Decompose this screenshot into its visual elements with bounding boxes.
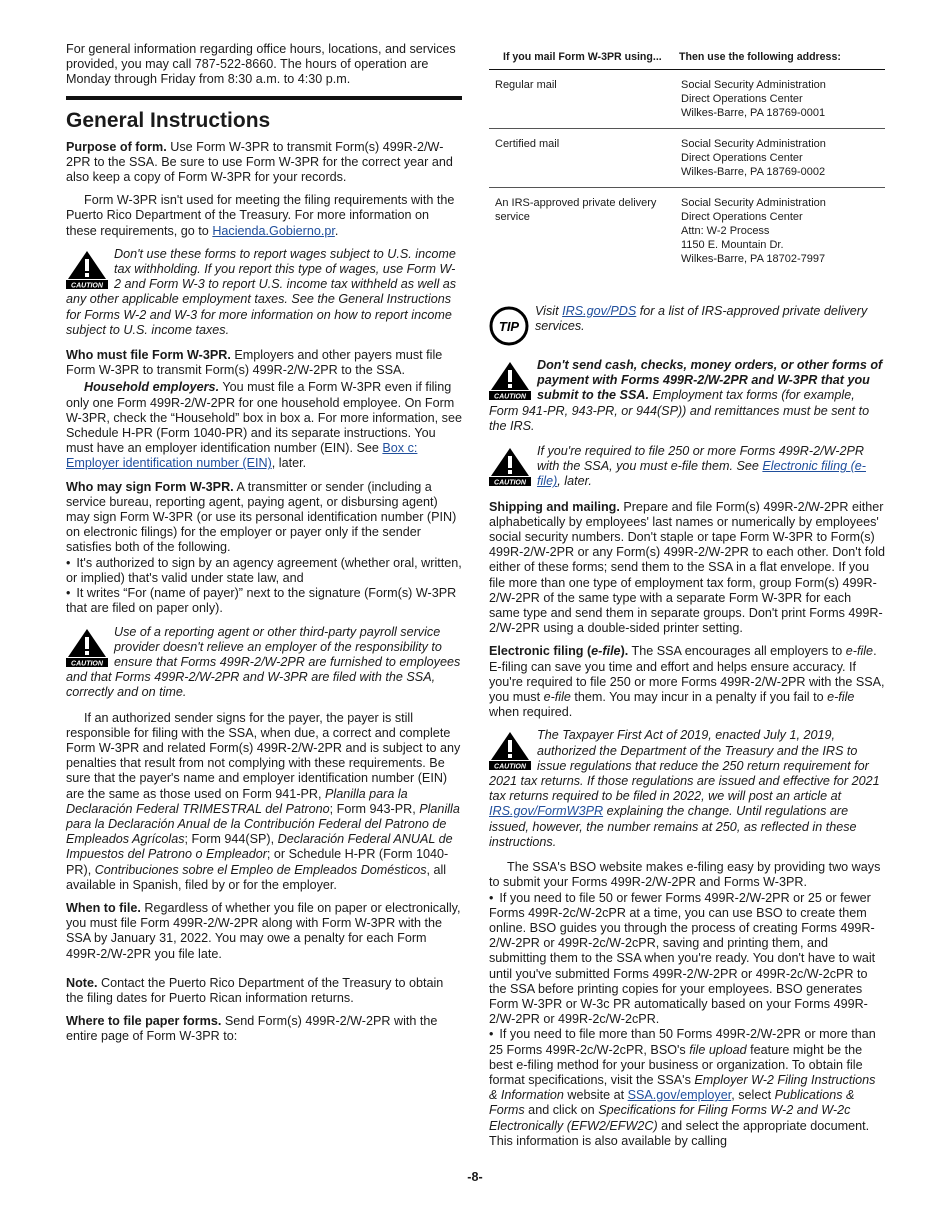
form-944sp-title: Declaración Federal ANUAL de Impuestos del Patrono o Empleador [66,832,453,862]
efile-text: The SSA encourages all employers to [628,644,846,659]
efile-italic: e-file [827,690,855,705]
caution-icon [489,446,531,486]
address-line: Wilkes-Barre, PA 18702-7997 [681,253,826,265]
table-cell-method: An IRS-approved private delivery service [495,197,657,223]
not-used-text: Form W-3PR isn't used for meeting the filing requirements with the Puerto Rico Department of the Treasury. For more information on these requirements, go to [66,193,455,238]
mailing-address-table [489,50,885,274]
who-sign-paragraph [66,480,462,556]
not-used-paragraph: Form W-3PR isn't used for meeting the filing requirements with the Puerto Rico Department of the Treasury. For more information on these requirements, go to Hacienda.Gobierno.pr. [66,193,455,238]
efile-text: them. You may incur in a penalty if you fail to [570,690,828,705]
household-lead: Household employers. [84,380,220,395]
tip-label: TIP [498,319,520,334]
bso-bullet-list [489,891,885,1149]
tip-callout [489,304,885,334]
purpose-lead: Purpose of form. [66,139,167,154]
bso-italic: Publications & Forms [489,1088,855,1118]
caution-label: CAUTION [71,282,103,289]
shipping-text: Prepare and file Form(s) 499R-2/W-2PR either alphabetically by employees' last names or numerically by employees' social security numbers. Don't staple or tape Form W-3PR to Form(s) 499R-2/W-2PR or any Form(s) 499R-2/W-2PR to each other. Don't fold either of these forms; send them to the SSA in a flat envelope. If you file more than one type of employment tax form, group Form(s) 499R-2/W-2PR of the same type with a separate Form W-3PR for each same type and send them in separate groups. Don't print Forms 499R-2/W-2PR using a double-sided printer setting. [489,499,886,636]
tip-post: for a list of IRS-approved private delivery services. [535,304,868,334]
bso-text: feature might be the best e-filing method for your business or organization. To obtain file format specifications, visit the SSA's [489,1042,863,1087]
note-lead: Note. [66,975,98,990]
address-line: Attn: W-2 Process [681,225,770,237]
note-text: Contact the Puerto Rico Department of the Treasury to obtain the filing dates for Puerto Rican information returns. [66,975,444,1005]
authorized-text: ; or Schedule H-PR (Form 1040-PR), [66,847,449,877]
tip-pre: Visit [535,304,563,318]
tip-icon [489,306,529,346]
bso-text: If you need to file more than 50 Forms 499R-2/W-2PR or more than 25 Forms 499R-2c/W-2cPR, BSO's [489,1027,876,1057]
ssa-employer-link[interactable]: SSA.gov/employer [627,1088,732,1103]
list-item [489,1027,885,1149]
bso-italic: Specifications for Filing Forms W-2 and W-2c Electronically (EFW2/EFW2C) [489,1103,851,1133]
caution-text: Use of a reporting agent or other third-party payroll service provider doesn't relieve an employer of the responsibility to ensure that Forms 499R-2/W-2PR are furnished to employees and that Forms 499R-2/W-2PR and W-3PR are filed with the SSA, correctly and on time. [66,624,461,700]
caution-pre: The Taxpayer First Act of 2019, enacted July 1, 2019, authorized the Department of the Treasury and the IRS to issue regulations that reduce the 250 return requirement for 2021 tax returns. If those regulations are issued and effective for 2021 tax returns required to be filed in 2022, we will post an article at [489,728,880,804]
shipping-lead: Shipping and mailing. [489,499,620,514]
household-text: You must file a Form W-3PR even if filing only one Form 499R-2/W-2PR for one household employee. On Form W-3PR, check the “Household” box in box a. For more information, see Schedule H-PR (Form 1040-PR) and its separate instructions. You must have an employer identification number (EIN). See [66,380,462,456]
right-column [489,42,885,1149]
bso-intro-paragraph: The SSA's BSO website makes e-filing easy by providing two ways to submit your Forms 499R-2/W-2PR and Forms W-3PR. [489,860,881,890]
table-header-row [489,50,885,70]
efile-italic: e-file [845,644,874,659]
sign-bullet-list [66,556,462,617]
irs-pds-link[interactable]: IRS.gov/PDS [562,304,637,318]
efile-text: . E-filing can save you time and effort and helps ensure accuracy. If you're required to file 250 or more Forms 499R-2/W-2PR with the SSA, you must [489,644,885,705]
where-text: Send Form(s) 499R-2/W-2PR with the entire page of Form W-3PR to: [66,1014,438,1044]
page-title: General Instructions [66,108,271,132]
caution-icon [66,627,108,667]
address-line: Social Security Administration [681,138,826,150]
list-item: • It's authorized to sign by an agency agreement (whether oral, written, or implied) that's valid under state law, and [66,556,462,586]
when-text: Regardless of whether you file on paper or electronically, you must file Form 499R-2/W-2PR along with Form W-3PR with the SSA by January 31, 2022. You may owe a penalty for each Form 499R-2/W-2PR you file late. [66,900,461,961]
household-paragraph [66,380,462,471]
bso-text: website at [563,1088,628,1103]
caution-bold-text: Don't send cash, checks, money orders, or other forms of payment with Forms 499R-2/W-2PR and W-3PR that you submit to the SSA. [537,358,883,403]
who-sign-text: A transmitter or sender (including a service bureau, reporting agent, paying agent, or disbursing agent) may sign Form W-3PR (or use its personal identification number (PIN) on electronic filings) for the employer or payer only if the sender satisfies both of the following. [66,479,457,555]
caution-post: , later. [557,474,592,489]
bso-italic: Employer W-2 Filing Instructions & Information [489,1072,876,1103]
table-row [489,188,885,275]
who-file-lead: Who must file Form W-3PR. [66,348,231,363]
left-column [66,42,462,1053]
caution-label: CAUTION [494,393,526,400]
efile-lead-part: ). [620,644,629,659]
table-cell-address [675,70,885,129]
when-lead: When to file. [66,900,141,915]
efile-lead-italic: e-file [591,644,621,659]
hacienda-link[interactable]: Hacienda.Gobierno.pr [212,223,335,238]
authorized-sender-paragraph [66,711,462,893]
when-to-file-paragraph [66,901,462,962]
address-line: Social Security Administration [681,197,826,209]
caution-callout [489,358,885,434]
intro-paragraph: For general information regarding office hours, locations, and services provided, you may call 787-522-8660. The hours of operation are Monday through Friday from 8:30 a.m. to 4:30 p.m. [66,42,456,87]
authorized-text: ; Form 944(SP), [184,832,278,847]
who-sign-lead: Who may sign Form W-3PR. [66,479,234,494]
page-number: -8- [467,1170,483,1184]
table-header-method: If you mail Form W-3PR using... [489,50,675,70]
table-cell-method: Regular mail [489,70,675,129]
caution-callout [489,728,885,850]
caution-icon [66,249,108,289]
table-row [489,129,885,188]
irs-formw3pr-link[interactable]: IRS.gov/FormW3PR [489,804,604,819]
purpose-text: Use Form W-3PR to transmit Form(s) 499R-2/W-2PR to the SSA. Be sure to use Form W-3PR for the correct year and also keep a copy of Form W-3PR for your records. [66,139,453,185]
form-943pr-title: Planilla para la Declaración Anual de la Contribución Federal del Patrono de Empleados Agrícolas [66,801,460,847]
bso-text: and select the appropriate document. This information is also available by calling [489,1118,870,1148]
efile-lead [489,644,628,658]
bso-text: and click on [524,1103,599,1118]
household-after: , later. [271,456,307,471]
efile-text: when required. [489,705,573,720]
box-c-link[interactable]: Box c: Employer identification number (EIN) [66,441,418,471]
bso-italic: file upload [689,1042,747,1057]
table-cell-address [675,188,885,275]
caution-callout [489,444,885,490]
efile-paragraph [489,644,885,720]
address-line: Wilkes-Barre, PA 18769-0002 [681,166,826,178]
list-item: • It writes “For (name of payer)” next to the signature (Form(s) W-3PR that are filed on paper only). [66,586,462,616]
caution-label: CAUTION [71,660,103,667]
table-row [489,70,885,129]
address-line: Wilkes-Barre, PA 18769-0001 [681,107,826,119]
shipping-paragraph [489,500,885,637]
caution-text: Don't use these forms to report wages subject to U.S. income tax withholding. If you report this type of wages, use Form W-2 and Form W-3 to report U.S. income tax withheld as well as any other applicable employment taxes. See the General Instructions for Forms W-2 and W-3 for more information on how to report income subject to U.S. income taxes. [66,246,457,337]
section-rule [66,96,462,100]
purpose-paragraph [66,140,462,186]
address-line: Social Security Administration [681,79,826,91]
spacer [489,348,885,358]
form-941pr-title: Planilla para la Declaración Federal TRIMESTRAL del Patrono [66,786,408,816]
table-cell-method: Certified mail [489,129,675,188]
efile-lead-part: Electronic filing ( [489,644,592,659]
caution-icon [489,360,531,400]
caution-pre: If you're required to file 250 or more Forms 499R-2/W-2PR with the SSA, you must e-file them. See [537,444,864,474]
where-to-file-paragraph [66,1014,462,1044]
table-header-address: Then use the following address: [675,50,885,70]
note-paragraph [66,976,462,1006]
who-file-text: Employers and other payers must file Form W-3PR to transmit Form(s) 499R-2/W-2PR to the SSA. [66,348,443,378]
table-cell-address [675,129,885,188]
authorized-text: , all available in Spanish, filed by or for the employer. [66,862,447,892]
caution-text: Employment tax forms (for example, Form 941-PR, 943-PR, or 944(SP)) and remittances must be sent to the IRS. [489,388,870,433]
caution-callout [66,247,462,338]
address-line: Direct Operations Center [681,152,803,164]
schedule-hpr-title: Contribuciones sobre el Empleo de Empleados Domésticos [94,862,427,877]
caution-label: CAUTION [494,763,526,771]
electronic-filing-link[interactable]: Electronic filing (e-file) [537,459,866,489]
authorized-text: ; Form 943-PR, [329,801,420,816]
caution-callout [66,625,462,701]
efile-italic: e-file [543,690,571,705]
caution-icon [489,730,531,770]
list-item: • If you need to file 50 or fewer Forms 499R-2/W-2PR or 25 or fewer Forms 499R-2c/W-2cPR at a time, you can use BSO to create them online. BSO guides you through the process of creating Forms 499R-2/W-2PR or 499R-2c/W-2cPR, saving and printing them, and submitting them to the SSA when you're ready. You don't have to wait until you've submitted Forms 499R-2/W-2PR or 499R-2c/W-2cPR to the SSA before printing copies for your employees. BSO generates Form W-3PR or W-3c PR automatically based on your Forms 499R-2/W-2PR or 499R-2c/W-2cPR. [489,891,885,1028]
bso-text: , select [731,1088,775,1103]
authorized-text: If an authorized sender signs for the payer, the payer is still responsible for filing with the SSA, when due, a correct and complete Form W-3PR and related Form(s) 499R-2/W-2PR and is subject to any penalties that result from not complying with these requirements. Be sure that the payer's name and employer identification number (EIN) are the same as those used on Form 941-PR, [66,710,461,801]
spacer [489,274,885,304]
address-line: 1150 E. Mountain Dr. [681,239,784,251]
where-lead: Where to file paper forms. [66,1014,222,1029]
who-file-paragraph [66,348,462,378]
caution-label: CAUTION [494,479,526,487]
caution-post: explaining the change. Until regulations are issued, however, the number remains at 250, as reflected in these instructions. [489,804,857,849]
address-line: Direct Operations Center [681,93,803,105]
address-line: Direct Operations Center [681,211,803,223]
